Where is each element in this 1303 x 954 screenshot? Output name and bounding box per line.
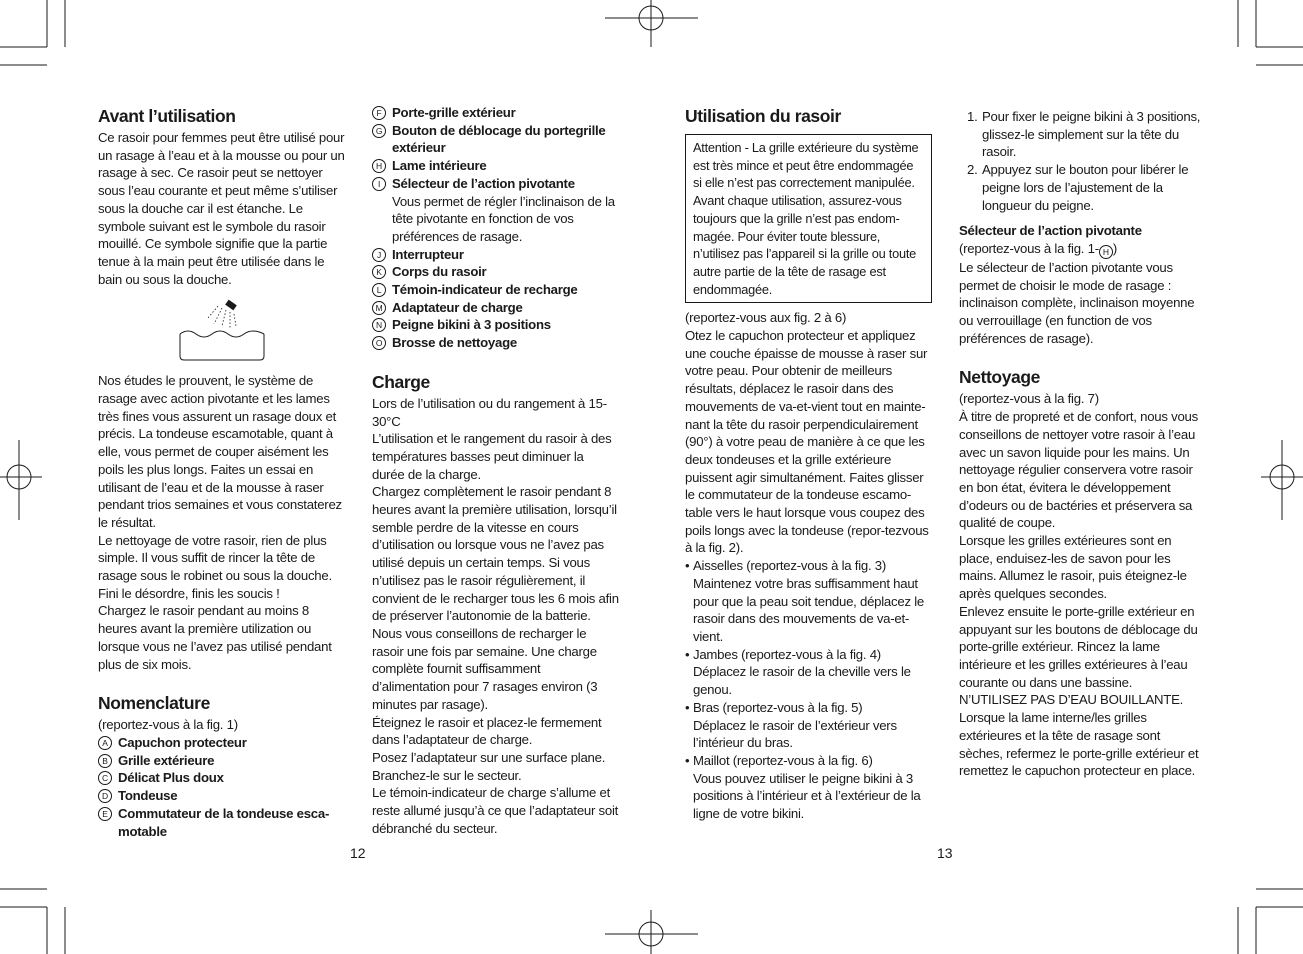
charge-paragraph-2: L’utilisation et le rangement du rasoir à des températures basses peut diminuer la durée de la charge. xyxy=(372,431,612,482)
column-3 xyxy=(685,104,932,823)
attention-box: Attention - La grille extérieure du système est très mince et peut être endommagée si elle n’est pas correctement manipulée. Avant chaque utilisation, assurez-vous toujours que la grille n’est pas endom-magée. Pour éviter toute blessure, n’utilisez pas l’appareil si la grille ou toute autre partie de la tête de rasage est endommagée. xyxy=(685,134,932,303)
charge-paragraph-4: Éteignez le rasoir et placez-le fermement dans l’adaptateur de charge. xyxy=(372,714,602,748)
charge-paragraph-7: Le témoin-indicateur de charge s’allume et reste allumé jusqu’à ce que l’adaptateur soit débranché du secteur. xyxy=(372,785,619,836)
selecteur-title: Sélecteur de l’action pivotante xyxy=(959,223,1142,239)
avant-paragraph-3: Le nettoyage de votre rasoir, rien de plus simple. Il vous suffit de rincer la tête de rasage sous le robinet ou sous la douche. Fini le désordre, finis les soucis ! xyxy=(98,532,332,601)
bullet-item: • Maillot (reportez-vous à la fig. 6) Vous pouvez utiliser le peigne bikini à 3 positions à l’intérieur et à l’extérieur de la ligne de votre bikini. xyxy=(685,752,932,823)
avant-paragraph-4: Chargez le rasoir pendant au moins 8 heures avant la première utilization ou lorsque vous ne l’avez pas utilisé pendant plus de six mois. xyxy=(98,603,332,672)
avant-paragraph-2: Nos études le prouvent, le système de rasage avec action pivotante et les lames très fines vous assurent un rasage doux et précis. La tondeuse escamotable, quant à elle, vous permet de couper aisément les poils les plus longs. Faites un essai en utilisant de l’eau et de la mousse à raser pendant trios semaines et vous constaterez le résultat. xyxy=(98,373,342,530)
nettoyage-paragraph-2: Lorsque les grilles extérieures sont en place, enduisez-les de savon pour les mains. Allumez le rasoir, puis éteignez-le après quelques secondes. xyxy=(959,533,1187,602)
charge-paragraph-3: Chargez complètement le rasoir pendant 8 heures avant la première utilisation, lorsqu’il semble perdre de la vitesse en cours d’utilisation ou lorsque vous ne l’avez pas utilisé depuis un certain temps. Si vous n’utilisez pas le rasoir régulièrement, il convient de le recharger tous les 6 mois afin de préserver l’autonomie de la batterie. Nous vous conseillons de recharger le rasoir une fois par semaine. Une charge complète fournit suffisamment d’alimentation pour 7 rasages environ (3 minutes par rasage). xyxy=(372,484,619,712)
selecteur-ref: (reportez-vous à la fig. 1- H ) xyxy=(959,240,1117,257)
nomenclature-item: M Adaptateur de charge xyxy=(372,299,619,317)
nettoyage-ref: (reportez-vous à la fig. 7) xyxy=(959,391,1099,407)
bullet-item: • Aisselles (reportez-vous à la fig. 3) Maintenez votre bras suffisamment haut pour que la peau soit tendue, déplacez le rasoir dans des mouvements de va-et-vient. xyxy=(685,557,932,646)
bullet-item: • Bras (reportez-vous à la fig. 5) Déplacez le rasoir de l’extérieur vers l’intérieur du bras. xyxy=(685,699,932,752)
nomenclature-item: F Porte-grille extérieur xyxy=(372,104,619,122)
nomenclature-item: N Peigne bikini à 3 positions xyxy=(372,316,619,334)
nomenclature-item: C Délicat Plus doux xyxy=(98,769,345,787)
nomenclature-item: B Grille extérieure xyxy=(98,752,345,770)
numbered-item: 1. Pour fixer le peigne bikini à 3 positions, glissez-le simplement sur la tête du rasoir. xyxy=(967,109,1201,160)
nomenclature-ref: (reportez-vous à la fig. 1) xyxy=(98,717,238,733)
nomenclature-item: A Capuchon protecteur xyxy=(98,734,345,752)
utilisation-paragraph-1: Otez le capuchon protecteur et appliquez une couche épaisse de mousse à raser sur votre peau. Pour obtenir de meilleurs résultats, déplacez le rasoir dans des mouvements de va-et-vient tout en mainte-nant la tête du rasoir perpendiculairement (90°) à votre peau de manière à ce que les deux tondeuses et la grille extérieure puissent agir simultanément. Faites glisser le commutateur de la tondeuse escamo-table vers le haut lorsque vous coupez des poils longs avec la tondeuse (repor-tezvous à la fig. 2). xyxy=(685,328,929,556)
nomenclature-item: D Tondeuse xyxy=(98,787,345,805)
nettoyage-paragraph-1: À titre de propreté et de confort, nous vous conseillons de nettoyer votre rasoir à l’eau avec un savon liquide pour les mains. Un nettoyage régulier conservera votre rasoir en bon état, évitera le développement d’odeurs ou de bactéries et préservera sa qualité de coupe. xyxy=(959,409,1198,531)
utilisation-ref: (reportez-vous aux fig. 2 à 6) xyxy=(685,310,847,326)
column-4 xyxy=(959,108,1206,780)
nomenclature-item: J Interrupteur xyxy=(372,246,619,264)
section-title-utilisation: Utilisation du rasoir xyxy=(685,106,841,126)
column-1 xyxy=(98,104,345,840)
section-title-nomenclature: Nomenclature xyxy=(98,693,210,714)
nomenclature-item-description: Vous permet de régler l’inclinaison de la tête pivotante en fonction de vos préférences de rasage. xyxy=(392,193,615,244)
charge-paragraph-5: Posez l’adaptateur sur une surface plane. xyxy=(372,749,606,765)
section-title-avant: Avant l’utilisation xyxy=(98,106,236,126)
nettoyage-paragraph-5: Lorsque la lame interne/les grilles extérieures et la tête de rasage sont sèches, refermez le porte-grille extérieur et remettez le capuchon protecteur en place. xyxy=(959,710,1199,779)
charge-paragraph-6: Branchez-le sur le secteur. xyxy=(372,767,522,783)
selecteur-text: Le sélecteur de l’action pivotante vous permet de choisir le mode de rasage : inclinaison complète, inclinaison moyenne ou verrouillage (en function de vos préférences de rasage). xyxy=(959,259,1195,346)
bullet-item: • Jambes (reportez-vous à la fig. 4) Déplacez le rasoir de la cheville vers le genou. xyxy=(685,646,932,699)
nettoyage-paragraph-4: N’UTILISEZ PAS D’EAU BOUILLANTE. xyxy=(959,692,1184,708)
nomenclature-item: K Corps du rasoir xyxy=(372,263,619,281)
nomenclature-item: L Témoin-indicateur de recharge xyxy=(372,281,619,299)
nomenclature-list-continued xyxy=(372,104,619,352)
numbered-item: 2. Appuyez sur le bouton pour libérer le peigne lors de l’ajustement de la longueur du peigne. xyxy=(967,162,1189,213)
avant-paragraph-1: Ce rasoir pour femmes peut être utilisé pour un rasage à l’eau et à la mousse ou pour un rasage à sec. Ce rasoir peut se nettoyer sous l’eau courante et peut même s’utiliser sous la douche car il est étanche. Le symbole suivant est le symbole du rasoir mouillé. Ce symbole signifie que la partie tenue à la main peut être utilisée dans le bain ou sous la douche. xyxy=(98,130,345,287)
section-title-nettoyage: Nettoyage xyxy=(959,367,1041,388)
nomenclature-item: E Commutateur de la tondeuse esca-motable xyxy=(98,805,345,840)
wet-shave-symbol-icon xyxy=(178,298,266,362)
selecteur-ref-letter: H xyxy=(1099,245,1113,259)
page-number-right: 13 xyxy=(937,845,953,861)
nomenclature-item: H Lame intérieure xyxy=(372,157,619,175)
section-title-charge: Charge xyxy=(372,371,430,392)
nomenclature-item: I Sélecteur de l’action pivotante Vous permet de régler l’inclinaison de la tête pivotante en fonction de vos préférences de rasage. xyxy=(372,175,619,246)
page-number-left: 12 xyxy=(350,845,366,861)
nomenclature-item: G Bouton de déblocage du portegrille extérieur xyxy=(372,122,619,157)
column-2 xyxy=(372,104,619,837)
nomenclature-item: O Brosse de nettoyage xyxy=(372,334,619,352)
nettoyage-paragraph-3: Enlevez ensuite le porte-grille extérieur en appuyant sur les boutons de déblocage du porte-grille extérieur. Rincez la lame intérieure et les grilles extérieures à l’eau courante ou dans une bassine. xyxy=(959,603,1198,690)
charge-paragraph-1: Lors de l’utilisation ou du rangement à 15-30°C xyxy=(372,395,607,429)
nomenclature-list xyxy=(98,734,345,840)
